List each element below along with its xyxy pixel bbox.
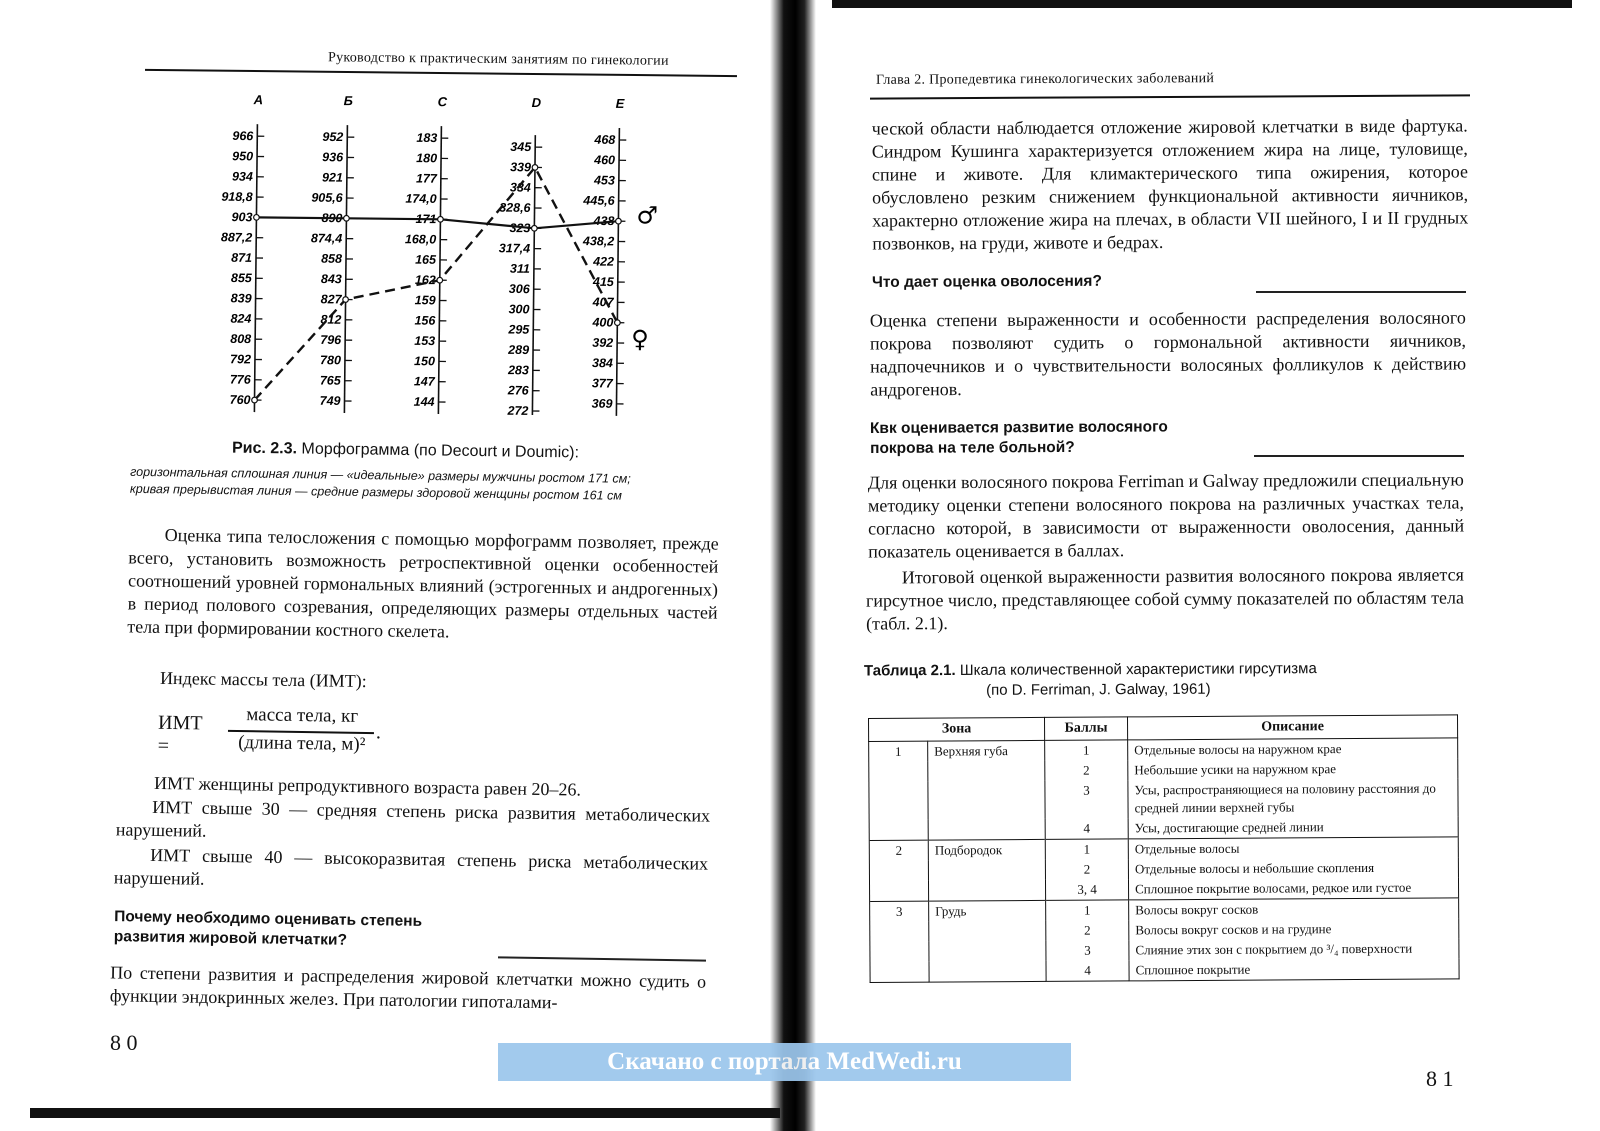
caption-line1-term: горизонтальная сплошная линия [130,464,328,482]
bmi-line-2: ИМТ свыше 30 — средняя степень риска развития метаболических нарушений. [115,796,711,841]
left-header-rule [145,69,737,77]
tick-label: 168,0 [404,232,437,247]
axis-line [254,124,257,412]
tick-label: 812 [320,312,342,327]
female-point [437,277,443,283]
formula-denominator: (длина тела, м)² [238,732,366,756]
column-label: D [531,95,542,111]
tick-label: 858 [321,251,343,266]
male-point [254,215,260,221]
caption-line2-term: кривая прерывистая линия [129,481,292,499]
row-zone-name [929,941,1046,962]
axis-line [616,128,619,416]
tick-label: 272 [507,403,529,418]
table-label: Таблица 2.1. [863,661,956,680]
female-point [252,397,258,403]
tick-label: 952 [322,129,344,145]
row-zone-number [870,922,929,942]
tick-label: 174,0 [405,191,437,206]
tick-label: 300 [508,302,530,317]
question-fat-tissue-rule [498,956,706,961]
row-score: 1 [1046,900,1129,921]
tick-label: 276 [507,383,529,398]
row-score: 3 [1046,940,1129,961]
tick-label: 827 [320,292,342,307]
tick-label: 890 [321,211,343,226]
table-row [869,778,1458,820]
tick-label: 162 [414,272,436,288]
row-description: Отдельные волосы на наружном крае [1128,738,1458,761]
morphogram-figure [198,88,662,433]
tick-label: 796 [320,332,342,348]
tick-label: 839 [230,291,252,306]
tick-label: 765 [319,373,341,388]
tick-label: 323 [509,221,531,236]
row-description: Слияние этих зон с покрытием до ³/₄ поверхности [1129,938,1459,960]
tick-label: 334 [509,180,531,195]
tick-label: 156 [414,313,436,328]
female-symbol-icon: ♀ [631,325,649,354]
formula-lhs: ИМТ = [157,711,203,757]
caption-line1-text: — «идеальные» размеры мужчины ростом 171 см; [327,467,631,486]
question-hair-assessment: Что дает оценка оволосения? [871,272,1102,291]
tick-label: 183 [416,130,438,146]
tick-label: 934 [231,169,253,184]
tick-label: 808 [230,331,252,347]
row-zone-number [869,762,928,782]
tick-label: 874,4 [310,231,343,246]
tick-label: 780 [320,353,342,368]
row-score: 1 [1045,839,1128,860]
tick-label: 760 [229,392,251,408]
row-zone-name: Грудь [929,900,1046,921]
female-point [343,297,349,303]
right-page-number: 8 1 [1426,1066,1454,1091]
formula-end: . [375,721,382,744]
hirsutism-table [868,714,1460,983]
tick-label: 339 [510,160,532,175]
tick-label: 392 [592,335,614,350]
tick-label: 905,6 [311,190,343,205]
tick-label: 153 [414,333,436,349]
tick-label: 407 [592,295,614,310]
left-page [0,0,790,1131]
tick-label: 159 [414,293,436,308]
table-title-line1: Шкала количественной характеристики гирсутизма [959,660,1317,679]
row-score: 4 [1045,818,1128,839]
row-zone-number: 3 [870,901,929,922]
row-zone-name: Подбородок [928,839,1045,860]
male-point [344,215,350,221]
tick-label: 855 [230,271,252,286]
paragraph-fat-types: ческой области наблюдается отложение жировой клетчатки в виде фартука. Синдром Кушинга характеризуется отложением жира на лице, туловище, спине и животе. Для климактерического типа ожирения, которое обусловлено резким снижением функциональной активности яичников, характерно отложение жира на плечах, в области VII шейного, I и II грудных позвонков, на груди, животе и бедрах. [871,115,1469,254]
header-description: Описание [1127,715,1457,740]
bmi-intro: Индекс массы тела (ИМТ): [159,667,367,692]
row-zone-number [869,881,928,902]
figure-caption-label: Рис. 2.3. [231,439,298,458]
row-description: Волосы вокруг сосков и на грудине [1129,918,1459,940]
paragraph-ferriman-method: Для оценки волосяного покрова Ferriman и Galway предложили специальную методику оценки степени волосяного покрова на различных участках тела, согласно которой, в зависимости от выраженности оволосения, данный показатель оценивается в баллах. [867,469,1465,562]
tick-label: 345 [510,139,532,155]
row-score: 2 [1045,859,1128,880]
formula-numerator: масса тела, кг [246,704,359,727]
row-zone-name [928,819,1045,840]
row-description: Отдельные волосы [1128,837,1458,860]
tick-label: 377 [591,376,613,391]
tick-label: 295 [508,322,530,337]
left-page-number: 8 0 [110,1030,138,1055]
question-hair-development-rule [1254,455,1464,457]
tick-label: 144 [413,394,435,409]
tick-label: 438,2 [582,234,615,249]
row-description: Усы, распространяющиеся на половину расстояния до средней линии верхней губы [1128,778,1458,818]
tick-label: 749 [319,393,341,408]
tick-label: 171 [415,212,437,227]
tick-label: 283 [507,363,529,378]
row-score: 1 [1045,740,1128,761]
tick-label: 369 [591,396,613,411]
bmi-line-3: ИМТ свыше 40 — высокоразвитая степень риска метаболических нарушений. [113,844,709,889]
tick-label: 950 [232,149,254,164]
caption-line2-text: — средние размеры здоровой женщины ростом 161 см [291,484,622,503]
tick-label: 445,6 [583,193,615,208]
row-zone-name [928,860,1045,881]
table-row [870,958,1459,982]
watermark-banner: Скачано с портала MedWedi.ru [498,1043,1071,1081]
row-zone-number [870,962,929,983]
row-zone-name [928,880,1045,901]
tick-label: 150 [414,354,436,369]
header-score: Баллы [1044,717,1127,741]
tick-label: 776 [229,372,251,387]
axis-line [344,125,347,413]
male-point [438,216,444,222]
row-description: Сплошное покрытие волосами, редкое или густое [1128,877,1458,900]
bmi-line-1: ИМТ женщины репродуктивного возраста равен 20–26. [153,772,582,800]
paragraph-morphogram: Оценка типа телосложения с помощью морфограмм позволяет, прежде всего, установить возможность ретроспективной оценки особенностей соотношений уровней гормональных влияний (эстрогенных и андрогенных) в период полового созревания, определяющих размеры отдельных частей тела при формировании костного скелета. [127,524,719,642]
tick-label: 415 [592,274,614,290]
left-running-head: Руководство к практическим занятиям по гинекологии [327,50,669,69]
tick-label: 438 [593,213,615,229]
figure-caption-text: Морфограмма (по Decourt и Doumic): [301,440,580,462]
tick-label: 177 [415,171,437,186]
tick-label: 306 [508,281,530,297]
row-score: 2 [1046,920,1129,941]
tick-label: 921 [321,170,343,185]
question-hair-development [870,417,1250,459]
female-average-line [255,164,619,403]
tick-label: 460 [594,153,616,168]
tick-label: 871 [231,250,253,265]
row-zone-number: 2 [869,840,928,861]
row-description: Небольшие усики на наружном крае [1128,758,1458,780]
tick-label: 180 [416,151,438,166]
row-zone-number [869,820,928,841]
column-label: C [437,94,448,110]
figure-caption-note [130,464,730,506]
male-point [532,225,538,231]
question-hair-development-line2: покрова на теле больной? [870,438,1075,457]
row-zone-number [870,942,929,962]
row-score: 3, 4 [1045,879,1128,900]
table-title-line2: (по D. Ferriman, J. Galway, 1961) [986,680,1211,699]
row-zone-name [929,961,1046,982]
paragraph-hirsute-number: Итоговой оценкой выраженности развития волосяного покрова является гирсутное число, представляющее собой сумму показателей по областям тела (табл. 2.1). [865,564,1465,634]
column-label: E [615,95,625,112]
figure-caption-title [232,440,579,463]
row-description: Сплошное покрытие [1129,958,1459,981]
tick-label: 317,4 [498,241,531,256]
tick-label: 400 [592,315,614,330]
tick-label: 147 [413,374,435,389]
question-hair-assessment-rule [1256,291,1466,293]
row-score: 3 [1045,780,1128,819]
right-running-head: Глава 2. Пропедевтика гинекологических заболеваний [875,71,1215,88]
tick-label: 936 [322,150,344,165]
header-zone: Зона [869,717,1045,741]
tick-label: 966 [232,128,254,144]
row-zone-name: Верхняя губа [928,740,1045,761]
question-fat-tissue: Почему необходимо оценивать степень развития жировой клетчатки? [113,908,423,949]
row-zone-number [869,782,928,820]
row-description: Отдельные волосы и небольшие скопления [1128,857,1458,879]
female-point [532,165,538,171]
tick-label: 328,6 [499,200,531,215]
paragraph-fat-tissue: По степени развития и распределения жировой клетчатки можно судить о функции эндокринных желез. При патологии гипоталами- [109,962,707,1013]
tick-label: 468 [594,132,616,147]
tick-label: 311 [509,261,530,276]
tick-label: 422 [593,254,615,269]
tick-label: 384 [591,356,614,371]
question-hair-development-line1: Квк оценивается развитие волосяного [869,418,1168,437]
axis-line [532,135,535,415]
row-description: Волосы вокруг сосков [1129,898,1459,921]
row-zone-number [869,861,928,881]
row-score: 4 [1046,960,1129,981]
tick-label: 792 [230,352,252,367]
tick-label: 918,8 [221,189,253,205]
male-symbol-icon: ♂ [636,201,659,230]
tick-label: 289 [508,342,530,358]
row-zone-name [928,781,1045,820]
row-description: Усы, достигающие средней линии [1128,816,1458,839]
male-point [616,218,622,224]
axis-line [438,126,441,414]
tick-label: 824 [230,311,252,326]
paragraph-hair-assessment: Оценка степени выраженности и особенности распределения волосяного покрова позволяют судить о гормональной активности яичников, надпочечников и о чувствительности волосяных фолликулов к действию андрогенов. [869,307,1467,400]
column-label: Б [343,93,353,109]
tick-label: 165 [415,252,437,267]
tick-label: 453 [593,173,615,188]
tick-label: 887,2 [220,230,253,245]
row-zone-number: 1 [869,741,928,762]
row-score: 2 [1045,760,1128,781]
tick-label: 843 [320,271,342,287]
table-title [864,659,1424,702]
row-zone-name [929,921,1046,942]
column-label: A [253,92,264,108]
female-point [615,320,621,326]
row-zone-name [928,761,1045,782]
tick-label: 903 [231,210,253,225]
